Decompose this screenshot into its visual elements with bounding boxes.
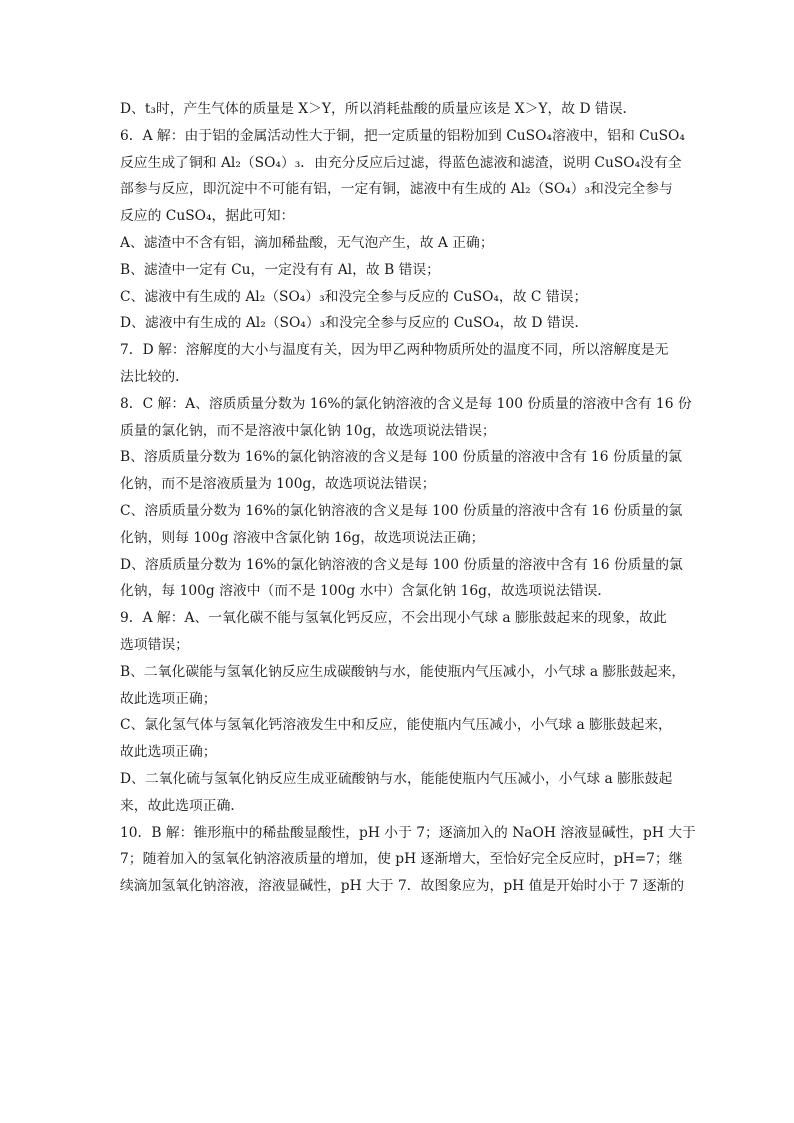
text-line-26: D、二氧化硫与氢氧化钠反应生成亚硫酸钠与水，能能使瓶内气压减小，小气球 a 膨胀鼓起 [120, 770, 673, 787]
text-line-3: 反应生成了铜和 Al₂（SO₄）₃．由充分反应后过滤，得蓝色滤液和滤渣，说明 CuSO₄没有全 [120, 154, 682, 171]
answer-text-block [120, 96, 696, 900]
text-line-21: 选项错误； [120, 636, 189, 653]
text-line-18: D、溶质质量分数为 16%的氯化钠溶液的含义是每 100 份质量的溶液中含有 16 份质量的氯 [120, 556, 683, 573]
text-line-10: 7．D 解：溶解度的大小与温度有关，因为甲乙两种物质所处的温度不同，所以溶解度是无 [120, 342, 669, 359]
text-line-27: 来，故此选项正确． [120, 797, 245, 814]
text-line-7: B、滤渣中一定有 Cu，一定没有有 Al，故 B 错误； [120, 261, 440, 278]
text-line-8: C、滤液中有生成的 Al₂（SO₄）₃和没完全参与反应的 CuSO₄，故 C 错误； [120, 288, 588, 305]
text-line-1: D、t₃时，产生气体的质量是 X＞Y，所以消耗盐酸的质量应该是 X＞Y，故 D 错误． [120, 101, 637, 117]
text-line-25: 故此选项正确； [120, 744, 217, 761]
text-line-29: 7；随着加入的氢氧化钠溶液质量的增加，使 pH 逐渐增大，至恰好完全反应时，pH=7；继 [120, 851, 683, 868]
text-line-2: 6．A 解：由于铝的金属活动性大于铜，把一定质量的铝粉加到 CuSO₄溶液中，铝和 CuSO₄ [120, 127, 685, 144]
text-line-12: 8．C 解：A、溶质质量分数为 16%的氯化钠溶液的含义是每 100 份质量的溶液中含有 16 份 [120, 395, 692, 412]
text-line-16: C、溶质质量分数为 16%的氯化钠溶液的含义是每 100 份质量的溶液中含有 16 份质量的氯 [120, 502, 683, 519]
text-line-14: B、溶质质量分数为 16%的氯化钠溶液的含义是每 100 份质量的溶液中含有 16 份质量的氯 [120, 449, 682, 466]
text-line-9: D、滤液中有生成的 Al₂（SO₄）₃和没完全参与反应的 CuSO₄，故 D 错误． [120, 315, 589, 332]
text-line-5: 反应的 CuSO₄，据此可知： [120, 208, 295, 225]
text-line-23: 故此选项正确； [120, 690, 217, 707]
text-line-4: 部参与反应，即沉淀中不可能有铝，一定有铜，滤液中有生成的 Al₂（SO₄）₃和没完全参与 [120, 181, 673, 198]
text-line-22: B、二氧化碳能与氢氧化钠反应生成碳酸钠与水，能使瓶内气压减小，小气球 a 膨胀鼓起来， [120, 663, 686, 680]
text-line-20: 9．A 解：A、一氧化碳不能与氢氧化钙反应，不会出现小气球 a 膨胀鼓起来的现象，故此 [120, 610, 667, 627]
text-line-13: 质量的氯化钠，而不是溶液中氯化钠 10g，故选项说法错误； [120, 422, 496, 439]
text-line-30: 续滴加氢氧化钠溶液，溶液显碱性，pH 大于 7．故图象应为，pH 值是开始时小于 7 逐渐的 [120, 878, 685, 895]
text-line-28: 10．B 解：锥形瓶中的稀盐酸显酸性，pH 小于 7；逐滴加入的 NaOH 溶液显碱性，pH 大于 [120, 824, 696, 841]
text-line-15: 化钠，而不是溶液质量为 100g，故选项说法错误； [120, 476, 436, 493]
text-line-11: 法比较的． [120, 368, 189, 385]
text-line-24: C、氯化氢气体与氢氧化钙溶液发生中和反应，能使瓶内气压减小，小气球 a 膨胀鼓起来， [120, 717, 672, 734]
text-line-17: 化钠，则每 100g 溶液中含氯化钠 16g，故选项说法正确； [120, 529, 485, 546]
text-line-6: A、滤渣中不含有铝，滴加稀盐酸，无气泡产生，故 A 正确； [120, 234, 494, 251]
text-line-19: 化钠，每 100g 溶液中（而不是 100g 水中）含氯化钠 16g，故选项说法错误． [120, 583, 612, 600]
